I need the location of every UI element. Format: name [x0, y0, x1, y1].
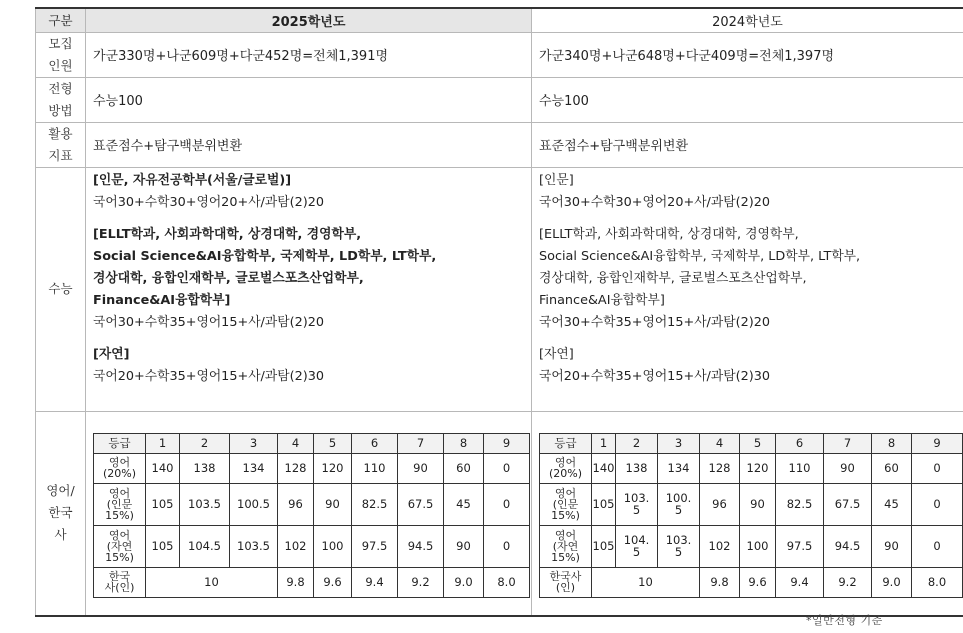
- group-title: [인문, 자유전공학부(서울/글로벌)]: [93, 172, 292, 188]
- grade-value: 120: [314, 453, 352, 483]
- grade-value: 120: [740, 453, 776, 483]
- grade-row-label: [540, 483, 592, 525]
- group-formula: 국어30+수학30+영어20+사/과탐(2)20: [93, 194, 324, 210]
- history-value: 9.6: [314, 567, 352, 597]
- group-title: [인문]: [539, 172, 574, 188]
- label-line: 한국: [48, 505, 73, 521]
- grade-header-row: [94, 433, 530, 453]
- grade-value: 94.5: [824, 525, 872, 567]
- grades-2025-cell: [86, 411, 532, 616]
- history-value: 8.0: [484, 567, 530, 597]
- row-label-suneung: 수능: [36, 167, 86, 411]
- grade-header-cell: 4: [700, 433, 740, 453]
- row-label-index: [36, 122, 86, 167]
- history-value: 9.0: [444, 567, 484, 597]
- grade-header-cell: 4: [278, 433, 314, 453]
- label-line: 활용: [48, 125, 73, 141]
- history-value: 9.6: [740, 567, 776, 597]
- grade-value: 138: [616, 453, 658, 483]
- grade-row: [94, 525, 530, 567]
- grade-value: 0: [484, 453, 530, 483]
- grade-header-cell: 7: [398, 433, 444, 453]
- grade-value: 103.5: [180, 483, 230, 525]
- history-row: [94, 567, 530, 597]
- group-title: Finance&AI융합학부]: [93, 292, 231, 308]
- history-value: 9.8: [700, 567, 740, 597]
- group-formula: 국어20+수학35+영어15+사/과탐(2)30: [93, 368, 324, 384]
- grade-value: 140: [146, 453, 180, 483]
- grade-value: 90: [740, 483, 776, 525]
- group-title: [자연]: [539, 346, 574, 362]
- grade-table-2025: [93, 433, 530, 598]
- group-title: Social Science&AI융합학부, 국제학부, LD학부, LT학부,: [539, 248, 861, 264]
- header-2025: 2025학년도: [86, 8, 532, 32]
- row-label-english-history: [36, 411, 86, 616]
- grade-row-label-line: 15%): [551, 508, 580, 522]
- grade-row-label-line: (자연: [552, 539, 579, 553]
- grade-row-label-line: 영어: [554, 486, 577, 500]
- grade-value: 103. 5: [616, 483, 658, 525]
- grade-header-cell: 1: [592, 433, 616, 453]
- group-formula: 국어30+수학35+영어15+사/과탐(2)20: [93, 314, 324, 330]
- grade-value: 97.5: [352, 525, 398, 567]
- group-formula: 국어20+수학35+영어15+사/과탐(2)30: [539, 368, 770, 384]
- grade-header-cell: 6: [776, 433, 824, 453]
- grade-row-label-line: (20%): [102, 467, 137, 480]
- grade-value: 82.5: [776, 483, 824, 525]
- grade-header-cell: 2: [616, 433, 658, 453]
- grade-header-row: [540, 433, 963, 453]
- history-label-line: 한국사: [549, 570, 582, 583]
- grade-header-cell: 9: [484, 433, 530, 453]
- grade-row-label-line: 15%): [551, 550, 580, 564]
- grade-value: 90: [444, 525, 484, 567]
- row-label-method: [36, 77, 86, 122]
- grade-row-label-line: 영어: [554, 528, 577, 542]
- grade-value: 0: [912, 453, 963, 483]
- grade-row-label-line: 15%): [105, 508, 134, 522]
- grade-value: 105: [592, 525, 616, 567]
- label-line: 지표: [48, 147, 73, 163]
- label-line: 모집: [48, 35, 73, 51]
- method-2025: 수능100: [86, 77, 532, 122]
- grade-header-cell: 7: [824, 433, 872, 453]
- group-formula: 국어30+수학30+영어20+사/과탐(2)20: [539, 194, 770, 210]
- grade-value: 140: [592, 453, 616, 483]
- grade-value: 90: [398, 453, 444, 483]
- history-value: 8.0: [912, 567, 963, 597]
- grade-value: 90: [314, 483, 352, 525]
- grade-value: 96: [278, 483, 314, 525]
- grade-row-label-line: 영어: [554, 456, 577, 469]
- history-label: [94, 567, 146, 597]
- grade-row: [94, 453, 530, 483]
- history-label-line: 사(인): [104, 581, 135, 594]
- recruit-2025: 가군330명+나군609명+다군452명=전체1,391명: [86, 32, 532, 77]
- grade-row-label-line: (자연: [106, 539, 133, 553]
- grade-value: 100: [314, 525, 352, 567]
- history-merged-value: 10: [592, 567, 700, 597]
- grade-value: 0: [912, 525, 963, 567]
- grade-header-cell: 6: [352, 433, 398, 453]
- group-title: [ELLT학과, 사회과학대학, 상경대학, 경영학부,: [539, 226, 799, 242]
- grade-value: 104.5: [180, 525, 230, 567]
- grade-header-cell: 5: [314, 433, 352, 453]
- grade-value: 103.5: [230, 525, 278, 567]
- grade-value: 90: [824, 453, 872, 483]
- grade-value: 134: [658, 453, 700, 483]
- grade-header-cell: 5: [740, 433, 776, 453]
- grade-value: 102: [700, 525, 740, 567]
- index-2024: 표준점수+탐구백분위변환: [532, 122, 963, 167]
- grade-header-cell: 3: [230, 433, 278, 453]
- grades-2024-cell: [532, 411, 963, 616]
- label-line: 영어/: [46, 483, 75, 499]
- grade-row-label-line: (20%): [548, 467, 583, 480]
- grade-value: 110: [352, 453, 398, 483]
- grade-value: 67.5: [398, 483, 444, 525]
- grade-value: 94.5: [398, 525, 444, 567]
- grade-value: 60: [444, 453, 484, 483]
- group-title: Social Science&AI융합학부, 국제학부, LD학부, LT학부,: [93, 248, 437, 264]
- suneung-2024: [532, 167, 963, 411]
- history-label-line: 한국: [108, 570, 131, 583]
- admission-comparison-table: [35, 7, 963, 617]
- grade-row: [540, 453, 963, 483]
- grade-header-cell: 8: [444, 433, 484, 453]
- header-label: 구분: [36, 8, 86, 32]
- history-value: 9.4: [352, 567, 398, 597]
- grade-header-cell: 등급: [94, 433, 146, 453]
- grade-row-label: [94, 525, 146, 567]
- grade-row: [540, 483, 963, 525]
- history-value: 9.4: [776, 567, 824, 597]
- grade-value: 90: [872, 525, 912, 567]
- suneung-2025: [86, 167, 532, 411]
- history-value: 9.8: [278, 567, 314, 597]
- row-label-recruit: [36, 32, 86, 77]
- grade-value: 103. 5: [658, 525, 700, 567]
- grade-value: 128: [700, 453, 740, 483]
- grade-value: 96: [700, 483, 740, 525]
- grade-row-label: [94, 483, 146, 525]
- group-title: [ELLT학과, 사회과학대학, 상경대학, 경영학부,: [93, 226, 362, 242]
- grade-value: 134: [230, 453, 278, 483]
- group-title: 경상대학, 융합인재학부, 글로벌스포츠산업학부,: [539, 270, 807, 286]
- grade-value: 82.5: [352, 483, 398, 525]
- grade-value: 100: [740, 525, 776, 567]
- grade-value: 67.5: [824, 483, 872, 525]
- grade-row-label-line: 영어: [108, 456, 131, 469]
- grade-value: 105: [146, 483, 180, 525]
- label-line: 전형: [48, 80, 73, 96]
- label-line: 사: [54, 527, 67, 543]
- group-title: Finance&AI융합학부]: [539, 292, 665, 308]
- footnote: *일반전형 기준: [806, 614, 883, 627]
- history-label-line: (인): [555, 581, 576, 594]
- grade-row: [540, 525, 963, 567]
- grade-value: 100. 5: [658, 483, 700, 525]
- label-line: 방법: [48, 102, 73, 118]
- grade-header-cell: 3: [658, 433, 700, 453]
- history-value: 9.0: [872, 567, 912, 597]
- grade-row-label: [94, 453, 146, 483]
- recruit-2024: 가군340명+나군648명+다군409명=전체1,397명: [532, 32, 963, 77]
- grade-row-label-line: (인문: [552, 497, 579, 511]
- grade-row-label: [540, 525, 592, 567]
- group-title: 경상대학, 융합인재학부, 글로벌스포츠산업학부,: [93, 270, 364, 286]
- index-2025: 표준점수+탐구백분위변환: [86, 122, 532, 167]
- group-title: [자연]: [93, 346, 130, 362]
- history-label: [540, 567, 592, 597]
- header-2024: 2024학년도: [532, 8, 963, 32]
- history-value: 9.2: [824, 567, 872, 597]
- grade-row: [94, 483, 530, 525]
- grade-value: 0: [484, 483, 530, 525]
- label-line: 인원: [48, 57, 73, 73]
- grade-value: 105: [146, 525, 180, 567]
- grade-value: 0: [912, 483, 963, 525]
- grade-value: 45: [872, 483, 912, 525]
- grade-value: 60: [872, 453, 912, 483]
- grade-row-label-line: 영어: [108, 486, 131, 500]
- method-2024: 수능100: [532, 77, 963, 122]
- history-merged-value: 10: [146, 567, 278, 597]
- grade-value: 97.5: [776, 525, 824, 567]
- group-formula: 국어30+수학35+영어15+사/과탐(2)20: [539, 314, 770, 330]
- grade-header-cell: 1: [146, 433, 180, 453]
- grade-row-label-line: (인문: [106, 497, 133, 511]
- grade-row-label-line: 영어: [108, 528, 131, 542]
- grade-value: 128: [278, 453, 314, 483]
- grade-header-cell: 등급: [540, 433, 592, 453]
- history-value: 9.2: [398, 567, 444, 597]
- grade-row-label: [540, 453, 592, 483]
- grade-value: 100.5: [230, 483, 278, 525]
- grade-value: 110: [776, 453, 824, 483]
- grade-header-cell: 8: [872, 433, 912, 453]
- history-row: [540, 567, 963, 597]
- grade-table-2024: [539, 433, 963, 598]
- grade-header-cell: 2: [180, 433, 230, 453]
- grade-row-label-line: 15%): [105, 550, 134, 564]
- grade-value: 105: [592, 483, 616, 525]
- grade-value: 138: [180, 453, 230, 483]
- grade-value: 102: [278, 525, 314, 567]
- grade-value: 104. 5: [616, 525, 658, 567]
- grade-value: 45: [444, 483, 484, 525]
- grade-header-cell: 9: [912, 433, 963, 453]
- grade-value: 0: [484, 525, 530, 567]
